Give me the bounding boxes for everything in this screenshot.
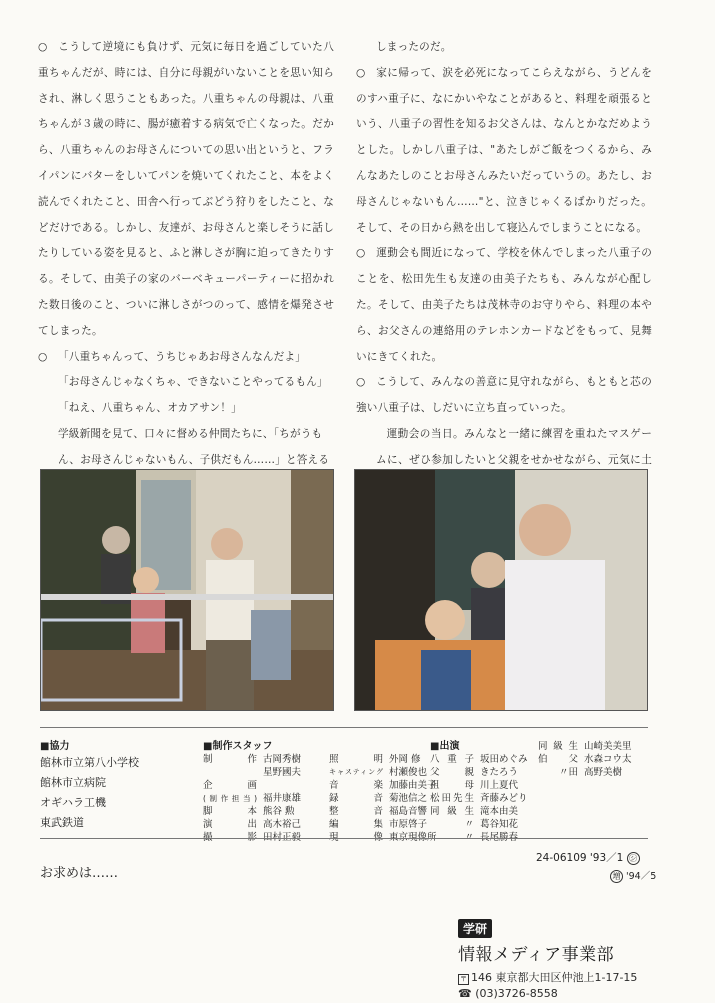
right-paragraph-2-text: 運動会も間近になって、学校を休んでしまった八重子のことを、松田先生も友達の由美子たちも、みんなが心配した。そして、由美子たちは茂林寺のお守りやら、料理の本やら、お父さんの連絡用のテレホンカードなどをもって、見舞いにきてくれた。: [356, 247, 652, 363]
staff-role: 照明: [329, 754, 383, 765]
postal-icon: 〒: [460, 975, 467, 983]
publisher-address-text: 146 東京都大田区仲池上1-17-15: [471, 971, 638, 984]
right-paragraph-4: 運動会の当日。みんなと一緒に練習を重ねたマスゲームに、ぜひ参加したいと父親をせかせながら、元気に土: [376, 427, 652, 466]
left-quote-2: 「お母さんじゃなくちゃ、できないことやってるもん」: [58, 376, 328, 389]
cast-column-1: [430, 753, 544, 844]
credits-staff: [203, 740, 453, 844]
staff-name: 村瀬俊也: [389, 767, 428, 778]
cast-name: 斉藤みどり: [480, 793, 528, 804]
cast-row: [430, 818, 544, 831]
reprint-mark-icon: 増: [610, 870, 623, 883]
cast-row: [430, 766, 544, 779]
staff-row: [203, 792, 327, 805]
cooperation-item: 館林市立第八小学校: [40, 756, 139, 769]
reprint-code: [610, 868, 656, 883]
right-paragraph-2: [356, 241, 652, 370]
staff-name: 福島音響: [389, 806, 428, 817]
cooperation-item: 東武鉄道: [40, 816, 84, 829]
staff-role: (制作担当): [203, 794, 257, 803]
cast-name: 水森コウ太: [584, 754, 632, 765]
cast-role: 同級生: [538, 741, 578, 752]
staff-role: 脚本: [203, 806, 257, 817]
staff-row: [203, 805, 327, 818]
staff-column-1: [203, 753, 327, 844]
staff-name: 市原啓子: [389, 819, 428, 830]
cast-row: [430, 753, 544, 766]
staff-name: 菊池信之: [389, 793, 428, 804]
cast-role: 〃: [464, 819, 474, 830]
staff-name: 外岡 修: [389, 754, 421, 765]
staff-name: 高木裕己: [263, 819, 302, 830]
cast-name: 山崎美美里: [584, 741, 632, 752]
cast-column-2: [538, 740, 644, 844]
order-prompt: お求めは……: [40, 866, 119, 881]
cast-name: 葛谷知花: [480, 819, 519, 830]
cast-row: [430, 792, 544, 805]
family-portrait-illustration: [355, 470, 647, 710]
phone-icon: ☎: [458, 987, 472, 1000]
staff-name: [263, 779, 327, 792]
cast-row: [538, 740, 644, 753]
credits-cooperation: [40, 740, 139, 833]
publisher-address: [458, 969, 637, 985]
cast-role: 〃田: [558, 767, 578, 778]
staff-role: 企画: [203, 780, 257, 791]
left-paragraph-1-text: こうして逆境にも負けず、元気に毎日を過ごしていた八重ちゃんだが、時には、自分に母親がいないことを思い知らされ、淋しく思うこともあった。八重ちゃんの母親は、八重ちゃんが３歳の時に、腸が癒着する病気で亡くなった。だから、八重ちゃんのお母さんについての思い出というと、フライパンにバターをしいてパンを焼いてくれたこと、本をよく読んでくれたこと、田舎へ行ってぶどう狩りをしたこと、などだけである。しかし、友達が、お母さんと楽しそうに話したりしている姿を見ると、ふと淋しさが胸に迫ってきたりする。そして、由美子の家のバーベキューパーティーに招かれた数日後のこと、ついに淋しさがつのって、感情を爆発させてしまった。: [38, 41, 334, 337]
publisher-phone: [458, 987, 637, 1000]
staff-role: 音楽: [329, 780, 383, 791]
cast-role: 八重子: [430, 754, 474, 765]
staff-row: [203, 753, 327, 766]
staff-role: 整音: [329, 806, 383, 817]
staff-title: ■制作スタッフ: [203, 741, 273, 752]
staff-role: 演出: [203, 819, 257, 830]
cooperation-item: 館林市立病院: [40, 776, 106, 789]
right-text-column: [356, 35, 652, 499]
bullet-mark: ○: [38, 41, 48, 53]
staff-role: キャスティング: [329, 768, 383, 776]
staff-row: [203, 779, 327, 792]
right-paragraph-3-text: こうして、みんなの善意に見守れながら、もともと芯の強い八重子は、しだいに立ち直っていった。: [356, 376, 652, 415]
right-paragraph-0: しまったのだ。: [376, 41, 452, 53]
bullet-mark: ○: [38, 350, 48, 363]
cast-row: [430, 805, 544, 818]
staff-role: [203, 766, 263, 779]
divider-rule: [40, 727, 648, 728]
reprint-code-text: '94／5: [626, 871, 657, 882]
right-paragraph-1-text: 家に帰って、涙を必死になってこらえながら、うどんをのすハ重子に、なにかいやなことがあると、料理を頑張るという、八重子の習性を知るお父さんは、なんとかなだめようとした。しかし八重子は、"あたしがご飯をつくるから、みんなあたしのことお母さんみたいだっていうの。あたし、お母さんじゃないもん……"と、泣きじゃくるばかりだった。そして、その日から熱を出して寝込んでしまうことになる。: [356, 66, 652, 234]
bullet-mark: ○: [356, 376, 366, 389]
staff-name: 古岡秀樹: [263, 754, 302, 765]
cooperation-item: オギハラ工機: [40, 796, 106, 809]
cast-row: [430, 779, 544, 792]
bullet-mark: ○: [356, 247, 366, 260]
left-paragraph-1: [38, 35, 334, 345]
photo-porch-scene: [40, 469, 334, 711]
cast-role: 父親: [430, 767, 474, 778]
divider-rule: [40, 838, 648, 839]
cast-role: 同級生: [430, 806, 474, 817]
cast-name: 高野美樹: [584, 767, 623, 778]
left-quote-3: 「ねえ、八重ちゃん、オカアサン！」: [58, 402, 242, 415]
product-code-text: 24-06109 '93／1: [536, 852, 624, 864]
staff-name: 福井康雄: [263, 793, 302, 804]
staff-role: 録音: [329, 793, 383, 804]
right-paragraph-3: [356, 370, 652, 422]
publisher-logo: 学研: [458, 919, 492, 938]
left-paragraph-2: 学級新聞を見て、口々に督める仲間たちに、「ちがうもん、お母さんじゃないもん、子供だもん……」と答える: [58, 427, 330, 466]
photo-family-portrait: [354, 469, 648, 711]
cast-name: 坂田めぐみ: [480, 754, 528, 765]
staff-row: [203, 766, 327, 779]
staff-name: 熊谷 勲: [263, 806, 295, 817]
cast-row: [538, 766, 644, 779]
cast-role: 伯父: [538, 754, 578, 765]
cast-role: 祖母: [430, 780, 474, 791]
cast-name: 川上夏代: [480, 780, 519, 791]
left-quote-1: [38, 345, 334, 371]
publisher-block: [458, 918, 637, 1000]
cast-role: 松田先生: [430, 793, 474, 804]
staff-role: 編集: [329, 819, 383, 830]
staff-name: 星野國夫: [263, 767, 302, 778]
staff-row: [203, 818, 327, 831]
cast-name: 滝本由美: [480, 806, 519, 817]
right-paragraph-1: [356, 61, 652, 242]
staff-role: 制作: [203, 754, 257, 765]
code-mark-icon: ㋛: [627, 852, 640, 865]
cast-title: ■出演: [430, 741, 460, 752]
cooperation-title: ■協力: [40, 741, 70, 752]
porch-scene-illustration: [41, 470, 333, 710]
product-code: [536, 850, 640, 865]
credits-cast: [430, 740, 644, 844]
cast-name: きたろう: [480, 767, 519, 778]
left-quote-1-text: 「八重ちゃんって、うちじゃあお母さんなんだよ」: [58, 350, 307, 363]
publisher-name: 情報メディア事業部: [458, 945, 615, 965]
bullet-mark: ○: [356, 66, 366, 79]
left-text-column: [38, 35, 334, 499]
publisher-phone-text: (03)3726-8558: [475, 987, 558, 1000]
staff-name: 加藤由美子: [389, 780, 437, 791]
cast-row: [538, 753, 644, 766]
